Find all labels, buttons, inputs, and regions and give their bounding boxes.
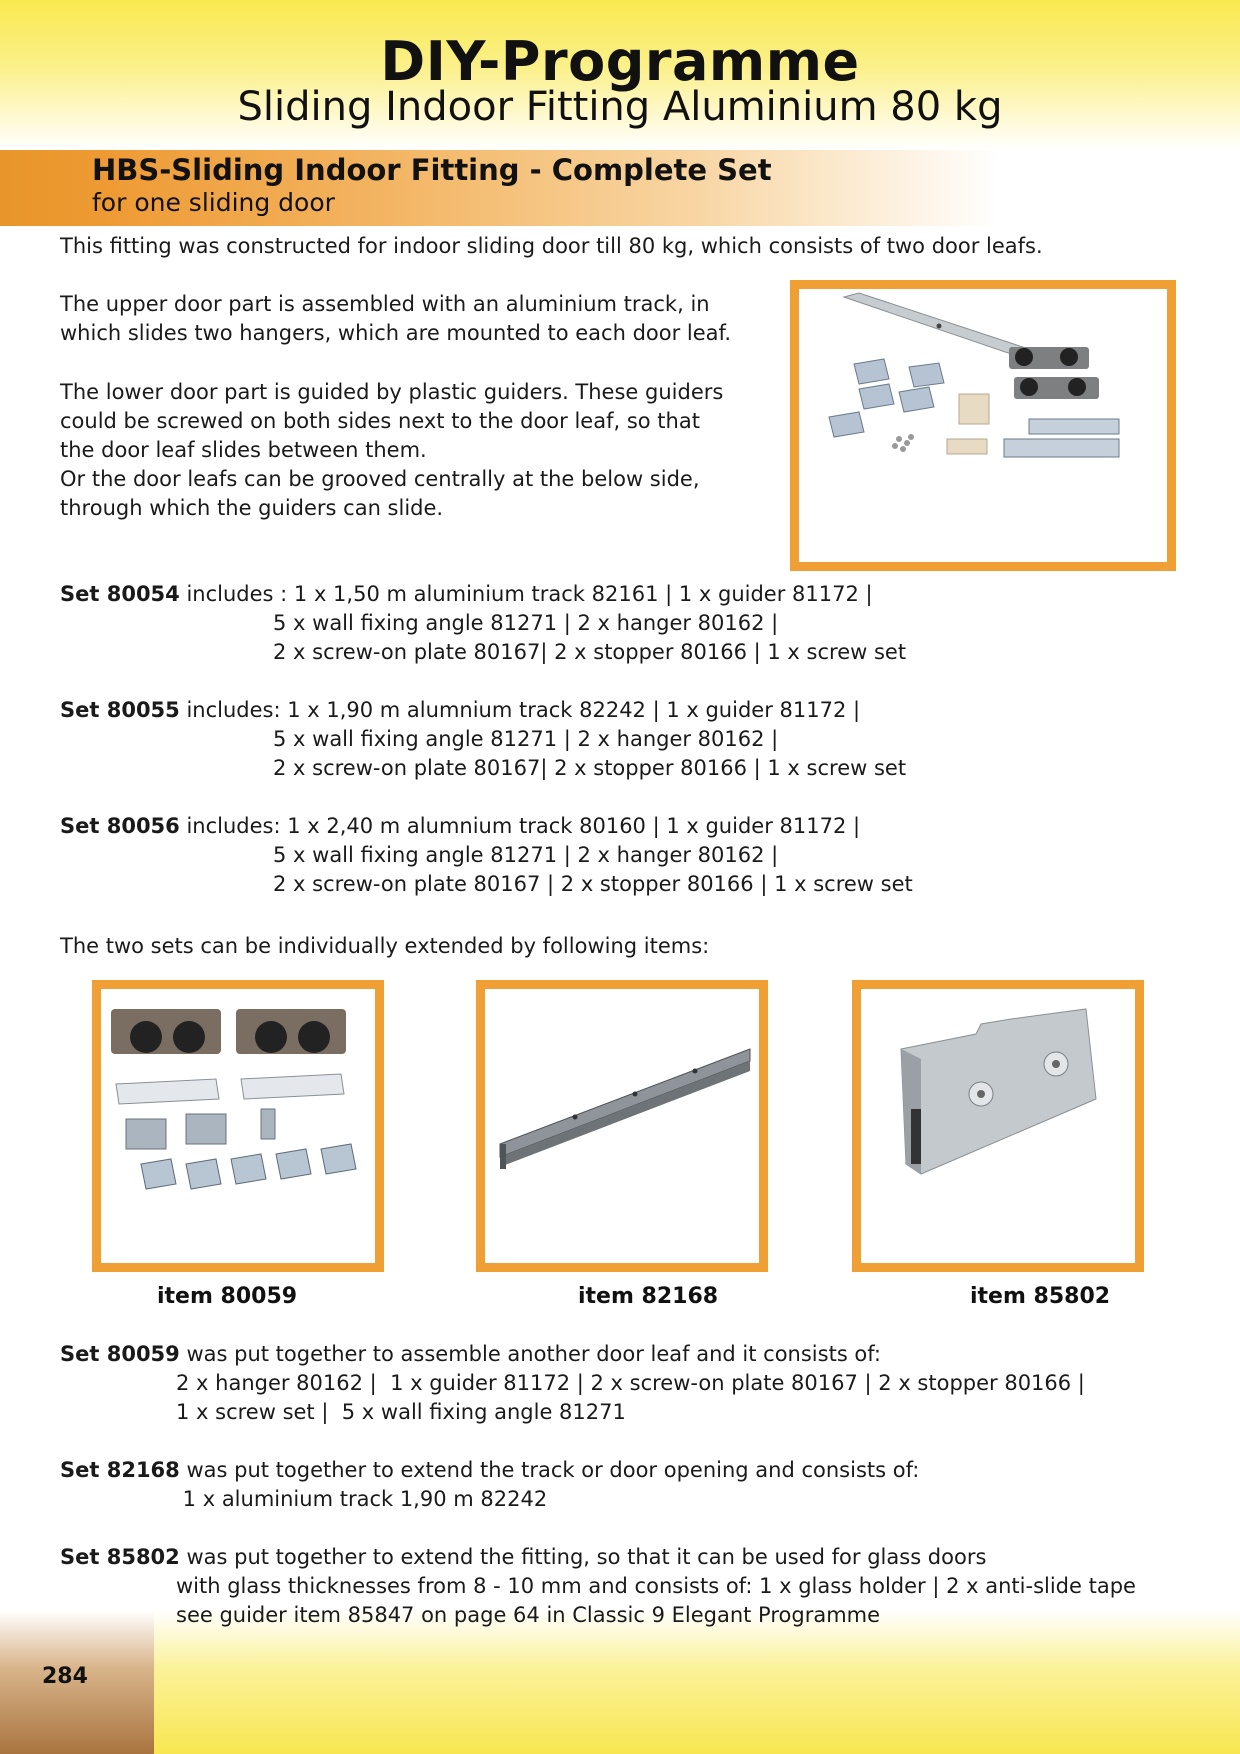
set-80056-line: 5 x wall fixing angle 81271 | 2 x hanger 80162 | [273,843,779,867]
intro-line: through which the guiders can slide. [60,496,444,520]
intro-line: The upper door part is assembled with an aluminium track, in [60,292,710,316]
page-subtitle: Sliding Indoor Fitting Aluminium 80 kg [237,84,1003,130]
set-label: Set 80056 [60,814,180,838]
item-80059-illustration [101,989,375,1263]
page-number: 284 [42,1664,88,1689]
set-text: includes: 1 x 2,40 m alumnium track 80160 | 1 x guider 81172 | [179,814,861,838]
complete-set-image [790,280,1176,571]
set-label: Set 80054 [60,582,180,606]
intro-line: The lower door part is guided by plastic guiders. These guiders [60,380,724,404]
intro-line: could be screwed on both sides next to the door leaf, so that [60,409,700,433]
set-text: was put together to assemble another door leaf and it consists of: [179,1342,882,1366]
set-text: includes: 1 x 1,90 m alumnium track 82242 | 1 x guider 81172 | [179,698,861,722]
extend-intro: The two sets can be individually extended by following items: [60,934,710,958]
item-85802-image [852,980,1144,1272]
set-80055-line: 2 x screw-on plate 80167| 2 x stopper 80166 | 1 x screw set [273,756,907,780]
set-80059-line: 2 x hanger 80162 | 1 x guider 81172 | 2 x screw-on plate 80167 | 2 x stopper 80166 | [176,1371,1085,1395]
intro-paragraph: This fitting was constructed for indoor sliding door till 80 kg, which consists of two door leafs. [60,234,1043,258]
set-80054-line [60,580,873,609]
set-label: Set 80059 [60,1342,180,1366]
set-80054-line: 2 x screw-on plate 80167| 2 x stopper 80166 | 1 x screw set [273,640,907,664]
set-82168-line [60,1456,919,1485]
set-text: was put together to extend the track or door opening and consists of: [179,1458,920,1482]
item-82168-illustration [485,989,759,1263]
set-85802-line [60,1543,986,1572]
set-80054-line: 5 x wall fixing angle 81271 | 2 x hanger 80162 | [273,611,779,635]
item-80059-image [92,980,384,1272]
item-80059-caption: item 80059 [157,1284,298,1309]
set-80055-line [60,696,860,725]
set-80055-line: 5 x wall fixing angle 81271 | 2 x hanger 80162 | [273,727,779,751]
page-title: DIY-Programme [380,30,860,93]
set-80059-line: 1 x screw set | 5 x wall fixing angle 81271 [176,1400,626,1424]
intro-line: which slides two hangers, which are mounted to each door leaf. [60,321,732,345]
set-85802-line: see guider item 85847 on page 64 in Classic 9 Elegant Programme [176,1603,881,1627]
item-85802-caption: item 85802 [970,1284,1111,1309]
complete-set-illustration [799,289,1167,562]
section-subtitle: for one sliding door [92,188,335,217]
set-80056-line [60,812,860,841]
set-80059-line [60,1340,881,1369]
intro-line: the door leaf slides between them. [60,438,427,462]
section-title: HBS-Sliding Indoor Fitting - Complete Set [92,153,772,187]
set-80056-line: 2 x screw-on plate 80167 | 2 x stopper 80166 | 1 x screw set [273,872,913,896]
set-82168-line: 1 x aluminium track 1,90 m 82242 [176,1487,548,1511]
item-85802-illustration [861,989,1135,1263]
footer-band [0,1610,1240,1754]
set-label: Set 85802 [60,1545,180,1569]
set-text: includes : 1 x 1,50 m aluminium track 82161 | 1 x guider 81172 | [179,582,873,606]
item-82168-image [476,980,768,1272]
set-label: Set 82168 [60,1458,180,1482]
set-85802-line: with glass thicknesses from 8 - 10 mm and consists of: 1 x glass holder | 2 x anti-slide tape [176,1574,1136,1598]
set-text: was put together to extend the fitting, so that it can be used for glass doors [179,1545,987,1569]
item-82168-caption: item 82168 [578,1284,719,1309]
set-label: Set 80055 [60,698,180,722]
intro-line: Or the door leafs can be grooved centrally at the below side, [60,467,700,491]
